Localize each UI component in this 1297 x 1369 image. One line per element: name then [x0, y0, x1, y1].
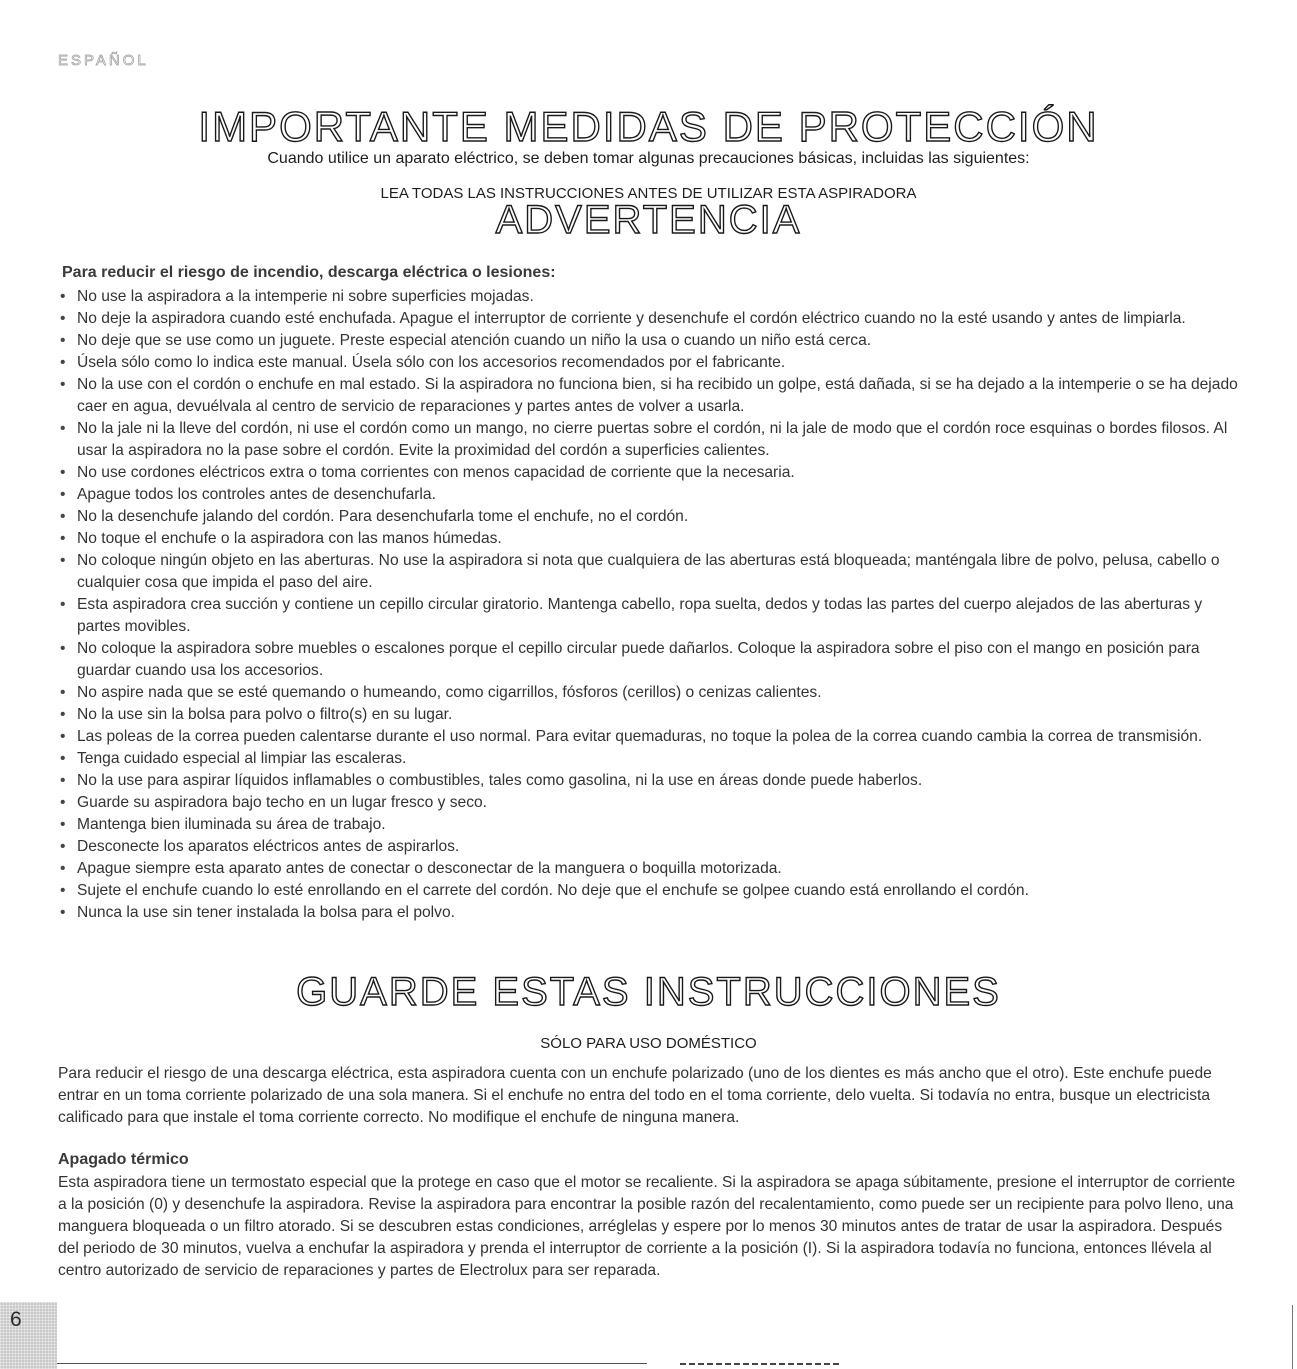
page-edge-line	[1292, 1305, 1293, 1369]
list-item: • Esta aspiradora crea succión y contiene un cepillo circular giratorio. Mantenga cabello, ropa suelta, dedos y todas las partes del cuerpo alejados de las aberturas y partes movibles.	[58, 594, 1238, 638]
list-item: • No la desenchufe jalando del cordón. Para desenchufarla tome el enchufe, no el cordón.	[58, 506, 1238, 528]
list-item: • Apague siempre esta aparato antes de conectar o desconectar de la manguera o boquilla motorizada.	[58, 858, 1238, 880]
thermal-cutoff-paragraph: Esta aspiradora tiene un termostato especial que la protege en caso que el motor se recaliente. Si la aspiradora se apaga súbitamente, presione el interruptor de corriente a la posición (0) y desenchufe la aspiradora. Revise la aspiradora para encontrar la posible razón del recalentamiento, como puede ser un recipiente para polvo lleno, una manguera bloqueada o un filtro atorado. Si se descubren estas condiciones, arréglelas y espere por lo menos 30 minutos antes de tratar de usar la aspiradora. Después del periodo de 30 minutos, vuelva a enchufar la aspiradora y prenda el interruptor de corriente a la posición (I). Si la aspiradora todavía no funciona, entonces llévela al centro autorizado de servicio de reparaciones y partes de Electrolux para ser reparada.	[58, 1174, 1236, 1279]
page-subtitle: Cuando utilice un aparato eléctrico, se deben tomar algunas precauciones básicas, incluidas las siguientes:	[267, 150, 1030, 167]
thermal-cutoff-heading: Apagado térmico	[58, 1151, 189, 1168]
list-item: • No toque el enchufe o la aspiradora con las manos húmedas.	[58, 528, 1238, 550]
list-item: • No la use sin la bolsa para polvo o filtro(s) en su lugar.	[58, 704, 1238, 726]
save-instructions-heading: GUARDE ESTAS INSTRUCCIONES	[296, 970, 1001, 1014]
bottom-divider-dashed	[680, 1363, 840, 1365]
list-item: • Apague todos los controles antes de desenchufarla.	[58, 484, 1238, 506]
list-item: • No deje la aspiradora cuando esté enchufada. Apague el interruptor de corriente y desenchufe el cordón eléctrico cuando no la esté usando y antes de limpiarla.	[58, 308, 1238, 330]
household-use-notice: SÓLO PARA USO DOMÉSTICO	[540, 1035, 757, 1052]
list-item: • No aspire nada que se esté quemando o humeando, como cigarrillos, fósforos (cerillos) o cenizas calientes.	[58, 682, 1238, 704]
page-number: 6	[10, 1308, 22, 1331]
list-item: • Nunca la use sin tener instalada la bolsa para el polvo.	[58, 902, 1238, 924]
warning-lead: Para reducir el riesgo de incendio, descarga eléctrica o lesiones:	[62, 264, 556, 281]
list-item: • No coloque la aspiradora sobre muebles o escalones porque el cepillo circular puede dañarlos. Coloque la aspiradora sobre el piso con el mango en posición para guardar cuando usa los accesorios.	[58, 638, 1238, 682]
bottom-divider	[57, 1363, 647, 1364]
list-item: • Úsela sólo como lo indica este manual. Úsela sólo con los accesorios recomendados por el fabricante.	[58, 352, 1238, 374]
list-item: • No coloque ningún objeto en las aberturas. No use la aspiradora si nota que cualquiera de las aberturas está bloqueada; manténgala libre de polvo, pelusa, cabello o cualquier cosa que impida el paso del aire.	[58, 550, 1238, 594]
list-item: • Las poleas de la correa pueden calentarse durante el uso normal. Para evitar quemaduras, no toque la polea de la correa cuando cambia la correa de transmisión.	[58, 726, 1238, 748]
read-all-notice: LEA TODAS LAS INSTRUCCIONES ANTES DE UTILIZAR ESTA ASPIRADORA	[380, 185, 917, 202]
page-title: IMPORTANTE MEDIDAS DE PROTECCIÓN	[198, 103, 1099, 150]
list-item: • No deje que se use como un juguete. Preste especial atención cuando un niño la usa o cuando un niño está cerca.	[58, 330, 1238, 352]
list-item: • No use cordones eléctricos extra o toma corrientes con menos capacidad de corriente que la necesaria.	[58, 462, 1238, 484]
list-item: • Desconecte los aparatos eléctricos antes de aspirarlos.	[58, 836, 1238, 858]
page-number-tab	[0, 1302, 57, 1369]
warning-heading: ADVERTENCIA	[495, 198, 802, 242]
list-item: • Guarde su aspiradora bajo techo en un lugar fresco y seco.	[58, 792, 1238, 814]
language-label: ESPAÑOL	[58, 52, 149, 69]
list-item: • No la use para aspirar líquidos inflamables o combustibles, tales como gasolina, ni la use en áreas donde puede haberlos.	[58, 770, 1238, 792]
list-item: • No la use con el cordón o enchufe en mal estado. Si la aspiradora no funciona bien, si ha recibido un golpe, está dañada, si se ha dejado a la intemperie o se ha dejado caer en agua, devuélvala al centro de servicio de reparaciones y partes antes de volver a usarla.	[58, 374, 1238, 418]
warning-list	[58, 286, 1238, 924]
list-item: • Tenga cuidado especial al limpiar las escaleras.	[58, 748, 1238, 770]
list-item: • No la jale ni la lleve del cordón, ni use el cordón como un mango, no cierre puertas sobre el cordón, ni la jale de modo que el cordón roce esquinas o bordes filosos. Al usar la aspiradora no la pase sobre el cordón. Evite la proximidad del cordón a superficies calientes.	[58, 418, 1238, 462]
polarized-plug-paragraph: Para reducir el riesgo de una descarga eléctrica, esta aspiradora cuenta con un enchufe polarizado (uno de los dientes es más ancho que el otro). Este enchufe puede entrar en un toma corriente polarizado de una sola manera. Si el enchufe no entra del todo en el toma corriente, delo vuelta. Si todavía no entra, busque un electricista calificado para que instale el toma corriente correcto. No modifique el enchufe de ninguna manera.	[58, 1065, 1212, 1126]
list-item: • Mantenga bien iluminada su área de trabajo.	[58, 814, 1238, 836]
list-item: • Sujete el enchufe cuando lo esté enrollando en el carrete del cordón. No deje que el enchufe se golpee cuando está enrollando el cordón.	[58, 880, 1238, 902]
list-item: • No use la aspiradora a la intemperie ni sobre superficies mojadas.	[58, 286, 1238, 308]
